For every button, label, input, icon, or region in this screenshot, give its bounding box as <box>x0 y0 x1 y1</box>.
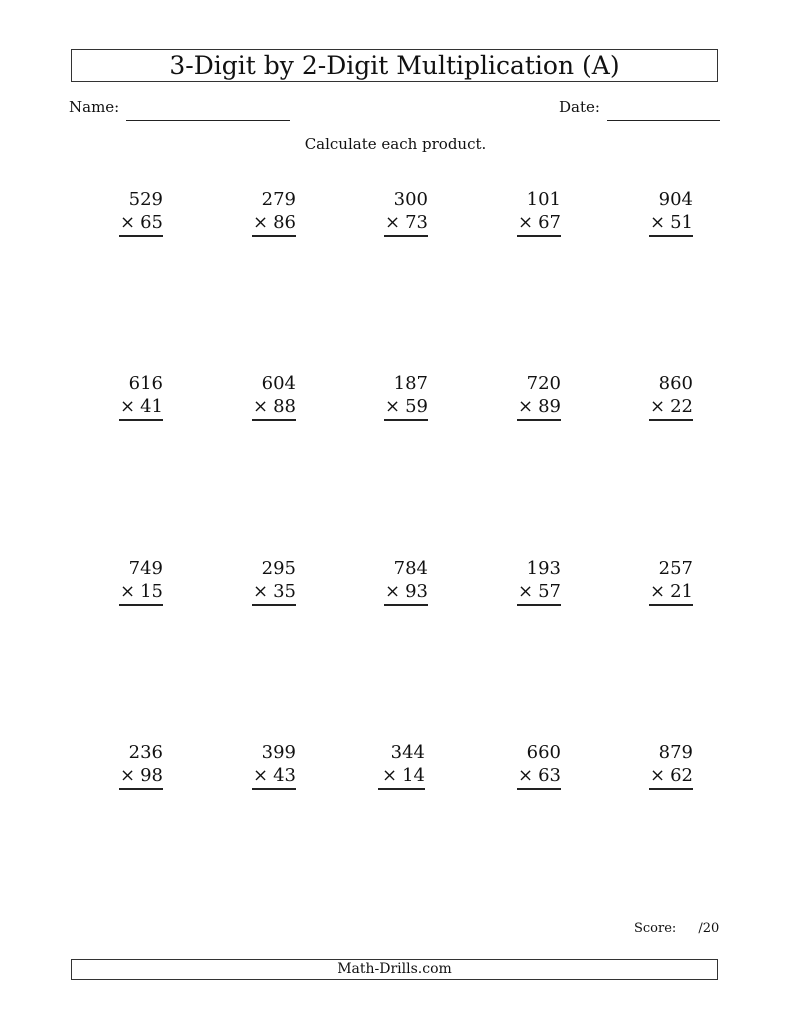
problem-bottom-number: 98 <box>140 765 163 786</box>
instructions: Calculate each product. <box>304 135 487 153</box>
date-field[interactable] <box>607 120 720 121</box>
problem-bottom-number: 15 <box>140 581 163 602</box>
problem-top-number: 660 <box>526 742 561 763</box>
problem-bottom-line <box>252 211 296 237</box>
problem-top-number: 257 <box>658 558 693 579</box>
multiply-sign: × <box>385 212 401 233</box>
problem-top-number: 616 <box>128 373 163 394</box>
problem-bottom-number: 88 <box>273 396 296 417</box>
problem <box>649 188 693 237</box>
score-total: /20 <box>698 921 720 936</box>
problem-top-number: 904 <box>658 189 693 210</box>
problem-bottom-line <box>384 580 428 606</box>
multiply-sign: × <box>518 581 534 602</box>
problem-top-number: 784 <box>393 558 428 579</box>
problem-bottom-line <box>649 395 693 421</box>
multiply-sign: × <box>385 396 401 417</box>
multiply-sign: × <box>253 396 269 417</box>
problem-bottom-number: 35 <box>273 581 296 602</box>
problem <box>384 372 428 421</box>
footer-site-name: Math-Drills.com <box>71 959 718 980</box>
problem-top-number: 399 <box>261 742 296 763</box>
problem-bottom-number: 59 <box>405 396 428 417</box>
multiply-sign: × <box>650 765 666 786</box>
problem <box>384 188 428 237</box>
problem-bottom-line <box>252 395 296 421</box>
problem-bottom-number: 65 <box>140 212 163 233</box>
score <box>634 921 719 936</box>
problem-bottom-line <box>517 211 561 237</box>
problem-top-number: 193 <box>526 558 561 579</box>
problem <box>649 372 693 421</box>
problem-top-number: 720 <box>526 373 561 394</box>
multiply-sign: × <box>382 765 398 786</box>
problem-bottom-number: 14 <box>402 765 425 786</box>
multiply-sign: × <box>650 212 666 233</box>
problem <box>252 188 296 237</box>
problem-top-number: 187 <box>393 373 428 394</box>
problem-bottom-number: 62 <box>670 765 693 786</box>
problem-bottom-number: 22 <box>670 396 693 417</box>
problem-bottom-line <box>378 764 425 790</box>
problem-bottom-number: 67 <box>538 212 561 233</box>
problem-bottom-number: 41 <box>140 396 163 417</box>
problem <box>119 741 163 790</box>
name-label: Name: <box>69 98 120 116</box>
problem-bottom-line <box>384 211 428 237</box>
problem-bottom-line <box>119 764 163 790</box>
problem-bottom-number: 21 <box>670 581 693 602</box>
problem <box>649 557 693 606</box>
multiply-sign: × <box>518 765 534 786</box>
problem-bottom-line <box>384 395 428 421</box>
multiply-sign: × <box>518 396 534 417</box>
problem <box>649 741 693 790</box>
multiply-sign: × <box>253 581 269 602</box>
problem-bottom-line <box>119 580 163 606</box>
problem <box>119 372 163 421</box>
problem-bottom-number: 43 <box>273 765 296 786</box>
multiply-sign: × <box>650 581 666 602</box>
multiply-sign: × <box>120 765 136 786</box>
problem-bottom-line <box>649 580 693 606</box>
multiply-sign: × <box>253 765 269 786</box>
multiply-sign: × <box>120 581 136 602</box>
problem-bottom-line <box>119 395 163 421</box>
problem-top-number: 529 <box>128 189 163 210</box>
multiply-sign: × <box>385 581 401 602</box>
problem-bottom-line <box>119 211 163 237</box>
multiply-sign: × <box>518 212 534 233</box>
problem-bottom-number: 57 <box>538 581 561 602</box>
problem <box>252 741 296 790</box>
problem-bottom-line <box>517 395 561 421</box>
problem <box>517 741 561 790</box>
score-label: Score: <box>634 921 677 936</box>
problem-bottom-number: 86 <box>273 212 296 233</box>
name-field[interactable] <box>126 120 290 121</box>
problem-bottom-line <box>649 211 693 237</box>
problem <box>119 188 163 237</box>
problem-top-number: 295 <box>261 558 296 579</box>
problem <box>378 741 425 790</box>
problem <box>517 372 561 421</box>
problem-top-number: 236 <box>128 742 163 763</box>
problem <box>517 557 561 606</box>
problem-top-number: 860 <box>658 373 693 394</box>
problem <box>384 557 428 606</box>
problem-bottom-number: 93 <box>405 581 428 602</box>
problem-bottom-number: 73 <box>405 212 428 233</box>
problem-bottom-number: 51 <box>670 212 693 233</box>
problem <box>252 557 296 606</box>
problem <box>252 372 296 421</box>
problem-top-number: 101 <box>526 189 561 210</box>
problem-bottom-line <box>517 764 561 790</box>
multiply-sign: × <box>253 212 269 233</box>
problem-bottom-line <box>252 764 296 790</box>
date-label: Date: <box>559 98 600 116</box>
problem <box>119 557 163 606</box>
problem-bottom-line <box>517 580 561 606</box>
problem-top-number: 279 <box>261 189 296 210</box>
problem-bottom-number: 63 <box>538 765 561 786</box>
problem-top-number: 344 <box>390 742 425 763</box>
problem-top-number: 879 <box>658 742 693 763</box>
problem-top-number: 300 <box>393 189 428 210</box>
problem-top-number: 604 <box>261 373 296 394</box>
multiply-sign: × <box>120 212 136 233</box>
problem-bottom-number: 89 <box>538 396 561 417</box>
multiply-sign: × <box>650 396 666 417</box>
problem <box>517 188 561 237</box>
multiply-sign: × <box>120 396 136 417</box>
problem-bottom-line <box>649 764 693 790</box>
worksheet-title: 3-Digit by 2-Digit Multiplication (A) <box>71 49 718 82</box>
problem-bottom-line <box>252 580 296 606</box>
problem-top-number: 749 <box>128 558 163 579</box>
